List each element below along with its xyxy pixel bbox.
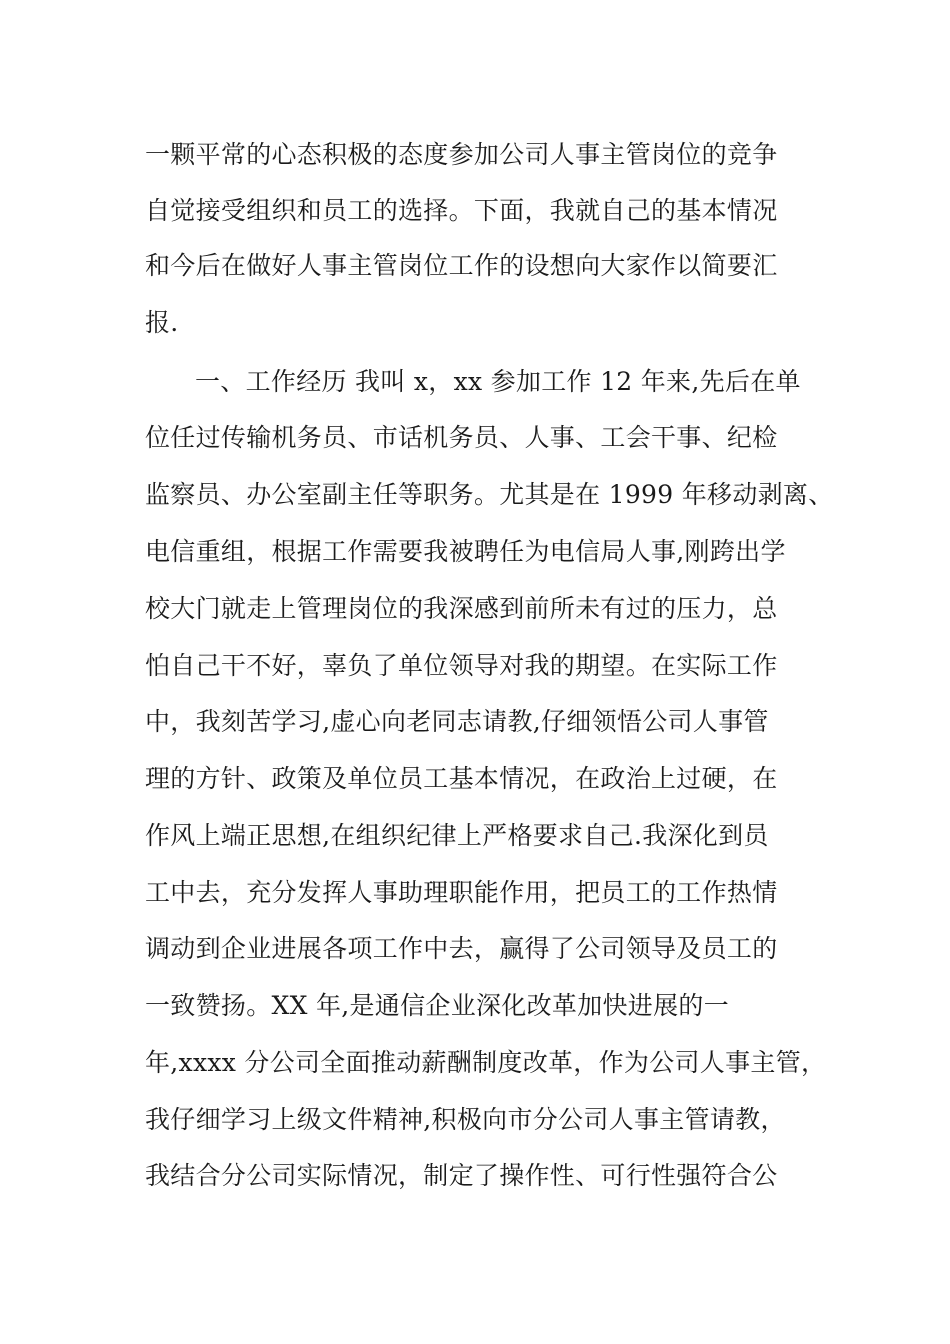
paragraph-line: 调动到企业进展各项工作中去，赢得了公司领导及员工的 [145, 934, 778, 963]
paragraph-line: 工中去，充分发挥人事助理职能作用，把员工的工作热情 [145, 878, 778, 907]
paragraph-line: 自觉接受组织和员工的选择。下面，我就自己的基本情况 [145, 196, 778, 225]
paragraph-line: 校大门就走上管理岗位的我深感到前所未有过的压力，总 [145, 594, 778, 623]
paragraph-line: 我仔细学习上级文件精神,积极向市分公司人事主管请教， [145, 1105, 786, 1134]
paragraph-line: 一颗平常的心态积极的态度参加公司人事主管岗位的竞争 [145, 140, 778, 169]
paragraph-line: 作风上端正思想,在组织纪律上严格要求自己.我深化到员 [145, 821, 769, 850]
paragraph-line: 报. [145, 308, 179, 337]
paragraph-line: 电信重组，根据工作需要我被聘任为电信局人事,刚跨出学 [145, 537, 786, 566]
paragraph-line: 一致赞扬。XX 年,是通信企业深化改革加快进展的一 [145, 991, 729, 1020]
paragraph-line: 理的方针、政策及单位员工基本情况，在政治上过硬，在 [145, 764, 778, 793]
paragraph-line: 中，我刻苦学习,虚心向老同志请教,仔细领悟公司人事管 [145, 707, 769, 736]
paragraph-line: 我结合分公司实际情况，制定了操作性、可行性强符合公 [145, 1161, 778, 1190]
paragraph-line: 和今后在做好人事主管岗位工作的设想向大家作以简要汇 [145, 251, 778, 280]
paragraph-line: 年,xxxx 分公司全面推动薪酬制度改革，作为公司人事主管， [145, 1048, 827, 1077]
paragraph-line: 怕自己干不好，辜负了单位领导对我的期望。在实际工作 [145, 651, 778, 680]
paragraph-line: 位任过传输机务员、市话机务员、人事、工会干事、纪检 [145, 423, 778, 452]
section-heading-line: 一、工作经历 我叫 x，xx 参加工作 12 年来,先后在单 [195, 367, 801, 396]
paragraph-line: 监察员、办公室副主任等职务。尤其是在 1999 年移动剥离、 [145, 480, 834, 509]
